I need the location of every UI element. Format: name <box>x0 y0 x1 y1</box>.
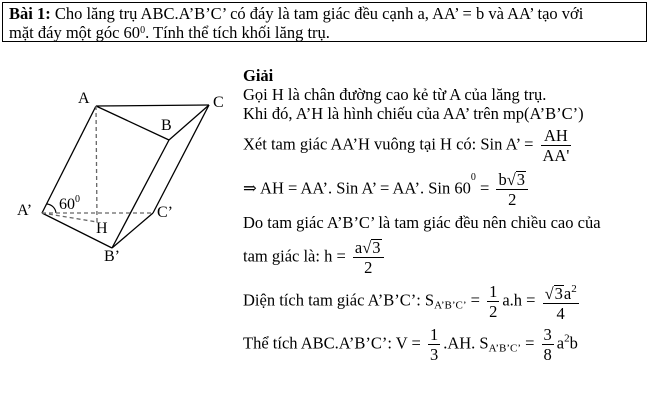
solution-line-7 <box>243 280 582 323</box>
line7-mid: a.h = <box>502 290 540 310</box>
fraction-numerator <box>543 280 579 304</box>
solution-line-4 <box>243 170 531 209</box>
angle-degree: 0 <box>75 194 80 205</box>
fraction-one-half <box>487 282 499 321</box>
line6-text: tam giác là: h = <box>243 246 350 266</box>
fraction-sqrt3-a2-over-4 <box>543 280 579 323</box>
solution-heading <box>243 66 273 85</box>
solution-line-8 <box>243 325 578 364</box>
variable-b: b <box>569 333 578 353</box>
line3-text: Xét tam giác AA’H vuông tại H có: Sin A’ = <box>243 134 538 154</box>
fraction-three-eighths <box>542 325 554 364</box>
fraction-denominator: 3 <box>429 345 439 364</box>
fraction-denominator: 2 <box>508 190 517 209</box>
radicand: 3 <box>516 170 526 189</box>
line7-text: Diện tích tam giác A’B’C’: S <box>243 290 435 310</box>
fraction-b-sqrt3-over-2 <box>496 170 528 209</box>
prism-figure <box>0 80 240 270</box>
fraction-denominator: AA' <box>542 146 570 165</box>
degree-superscript: 0 <box>140 25 146 36</box>
variable-a: a <box>563 284 572 303</box>
problem-text-2: mặt đáy một góc 60 <box>9 23 141 42</box>
variable-a: a <box>354 238 363 257</box>
line4-text: AH = AA’. Sin A’ = AA’. Sin 60 <box>256 178 471 198</box>
equals-sign: = <box>520 333 539 353</box>
fraction-numerator: 1 <box>429 325 439 344</box>
line8-mid: .AH. S <box>443 333 489 353</box>
exponent: 2 <box>571 283 577 295</box>
solution-heading-text: Giải <box>243 66 274 85</box>
problem-label: Bài 1: <box>9 4 51 23</box>
sqrt-icon: √3 <box>506 170 526 189</box>
line8-text: Thể tích ABC.A’B’C’: V = <box>243 333 425 353</box>
degree-superscript: 0 <box>470 172 476 183</box>
equals-sign: = <box>475 178 494 198</box>
vertex-label-h: H <box>96 220 108 237</box>
angle-value: 60 <box>59 196 75 213</box>
fraction-numerator <box>353 238 384 258</box>
radicand: 3 <box>554 284 563 303</box>
fraction-denominator: 8 <box>543 345 552 364</box>
problem-text-1: Cho lăng trụ ABC.A’B’C’ có đáy là tam giác đều cạnh a, AA’ = b và AA’ tạo với <box>50 4 584 23</box>
subscript: A’B’C’ <box>488 342 521 355</box>
fraction-denominator: 4 <box>556 304 565 323</box>
problem-line-2 <box>9 23 640 42</box>
problem-statement-box <box>2 2 647 42</box>
radicand: 3 <box>372 238 381 257</box>
sqrt-icon: √3 <box>544 284 563 303</box>
subscript: A’B’C’ <box>434 299 467 312</box>
vertex-label-a: A <box>78 90 90 107</box>
vertex-label-c: C <box>213 94 224 111</box>
vertex-label-b: B <box>161 117 172 134</box>
fraction-one-third <box>428 325 440 364</box>
vertex-label-b-prime: B’ <box>104 248 120 265</box>
solution-line-6 <box>243 238 387 277</box>
fraction-denominator: 2 <box>489 302 498 321</box>
fraction-numerator <box>496 170 528 190</box>
implies-icon: ⇒ <box>243 178 257 198</box>
problem-text-2-end: . Tính thể tích khối lăng trụ. <box>145 23 330 42</box>
solution-line-2: Khi đó, A’H là hình chiếu của AA’ trên mp(A’B’C’) <box>243 104 584 123</box>
angle-label <box>59 196 80 214</box>
vertex-label-c-prime: C’ <box>157 204 173 221</box>
variable-a: a <box>556 333 565 353</box>
solution-line-5: Do tam giác A’B’C’ là tam giác đều nên chiều cao của <box>243 213 601 232</box>
fraction-numerator: 3 <box>543 325 552 344</box>
sqrt-icon: √3 <box>362 238 381 257</box>
exponent: 2 <box>564 332 570 345</box>
equals-sign: = <box>466 290 485 310</box>
fraction-numerator: 1 <box>489 282 498 301</box>
variable-b: b <box>498 170 507 189</box>
fraction-a-sqrt3-over-2 <box>353 238 384 277</box>
solution-line-3 <box>243 126 574 165</box>
fraction-denominator: 2 <box>364 258 373 277</box>
fraction-ah-over-aa <box>541 126 572 165</box>
fraction-numerator: AH <box>541 126 572 146</box>
problem-line-1 <box>9 4 640 23</box>
vertex-label-a-prime: A’ <box>17 202 33 219</box>
solution-line-1: Gọi H là chân đường cao kẻ từ A của lăng trụ. <box>243 85 547 104</box>
prism-diagram <box>0 80 240 270</box>
